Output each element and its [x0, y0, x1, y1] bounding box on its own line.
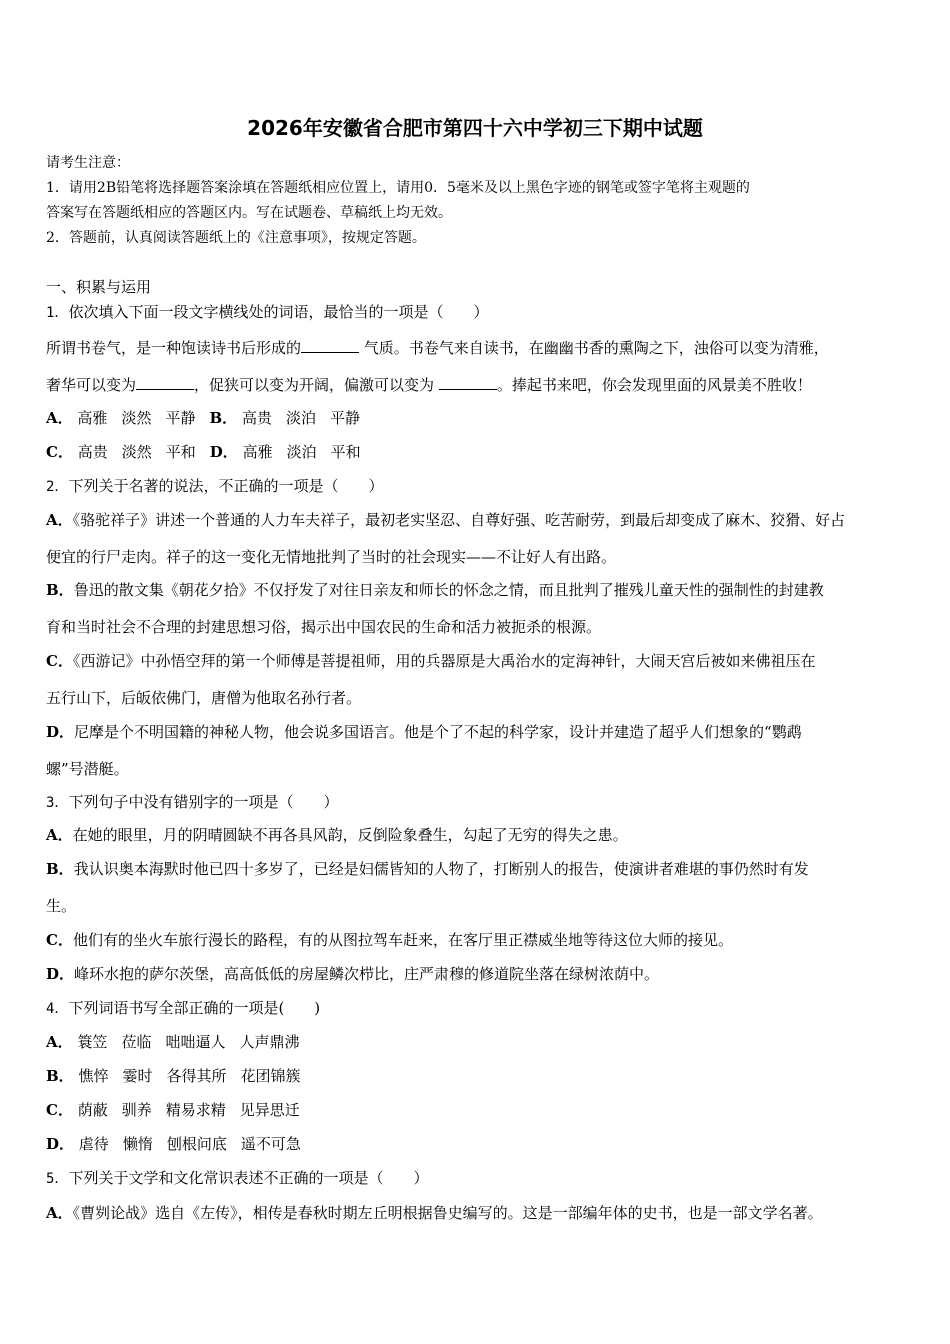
question-number: 3． [46, 795, 69, 811]
option-label: A． [46, 409, 73, 427]
option-word: 淡然 [121, 443, 152, 461]
page-title: 2026年安徽省合肥市第四十六中学初三下期中试题 [247, 116, 703, 140]
q2-option-a-cont: 便宜的行尸走肉。祥子的这一变化无情地批判了当时的社会现实——不让好人有出路。 [46, 548, 617, 566]
passage-text: ，促狭可以变为开阔，偏激可以变为 [194, 376, 435, 394]
answer-blank-2[interactable] [136, 375, 194, 390]
option-text: 鲁迅的散文集《朝花夕拾》不仅抒发了对往日亲友和师长的怀念之情，而且批判了摧残儿童天性的强制性的封建教 [73, 581, 824, 599]
option-text: 《曹刿论战》选自《左传》，相传是春秋时期左丘明根据鲁史编写的。这是一部编年体的史书，也是一部文学名著。 [72, 1204, 823, 1222]
option-word: 刨根问底 [166, 1135, 227, 1153]
option-word: 懒惰 [122, 1135, 153, 1153]
option-word: 花团锦簇 [240, 1067, 301, 1085]
option-label: D． [46, 965, 75, 983]
q3-option-c [46, 930, 733, 950]
option-word: 荫蔽 [77, 1101, 108, 1119]
passage-text: 。捧起书来吧，你会发现里面的风景美不胜收！ [496, 376, 812, 394]
option-word: 高贵 [241, 409, 272, 427]
option-label: A． [46, 826, 73, 844]
option-word: 人声鼎沸 [239, 1033, 300, 1051]
question-stem: 下列句子中没有错别字的一项是（ ） [68, 793, 339, 811]
question-number: 2． [46, 479, 69, 495]
q2-option-d-cont: 螺”号潜艇。 [46, 760, 129, 778]
option-word: 精易求精 [165, 1101, 226, 1119]
option-label: B． [46, 860, 74, 878]
question-stem: 下列关于名著的说法，不正确的一项是（ ） [68, 477, 384, 495]
option-label: D． [209, 443, 238, 461]
option-word: 平和 [330, 443, 361, 461]
q1-options-cd [46, 442, 375, 462]
q2-option-d [46, 722, 802, 742]
option-word: 憔悴 [78, 1067, 109, 1085]
option-word: 见异思迁 [239, 1101, 300, 1119]
option-text: 他们有的坐火车旅行漫长的路程，有的从图拉驾车赶来，在客厅里正襟威坐地等待这位大师的接见。 [72, 931, 733, 949]
option-label: A． [46, 1033, 73, 1051]
passage-text: 奢华可以变为 [46, 376, 137, 394]
answer-blank-3[interactable] [439, 375, 497, 390]
q4-option-c [46, 1100, 314, 1120]
answer-blank-1[interactable] [301, 338, 359, 353]
option-word: 霎时 [122, 1067, 153, 1085]
option-text: 《骆驼祥子》讲述一个普通的人力车夫祥子，最初老实坚忍、自尊好强、吃苦耐劳，到最后却变成了麻木、狡猾、好占 [72, 511, 846, 529]
notice-item-1-cont: 答案写在答题纸相应的答题区内。写在试题卷、草稿纸上均无效。 [46, 205, 452, 221]
option-word: 咄咄逼人 [165, 1033, 226, 1051]
q1-options-ab [46, 408, 374, 428]
question-stem: 依次填入下面一段文字横线处的词语，最恰当的一项是（ ） [68, 303, 489, 321]
option-word: 高贵 [77, 443, 108, 461]
option-text: 在她的眼里，月的阴晴圆缺不再各具风韵，反倒险象叠生，勾起了无穷的得失之患。 [72, 826, 628, 844]
option-text: 尼摩是个不明国籍的神秘人物，他会说多国语言。他是个了不起的科学家，设计并建造了超乎人们想象的“鹦鹉 [74, 723, 802, 741]
q2-option-a [46, 510, 845, 530]
option-word: 簑笠 [77, 1033, 108, 1051]
question-number: 4． [46, 1001, 69, 1017]
question-1 [46, 302, 488, 323]
q5-option-a [46, 1203, 823, 1223]
q1-passage-line-2 [46, 375, 812, 395]
notice-item-1: 1．请用2B铅笔将选择题答案涂填在答题纸相应位置上，请用0．5毫米及以上黑色字迹的钢笔或签字笔将主观题的 [46, 180, 750, 196]
q4-option-d [46, 1134, 315, 1154]
option-label: C． [46, 443, 73, 461]
question-3 [46, 792, 338, 813]
option-text: 《西游记》中孙悟空拜的第一个师傅是菩提祖师，用的兵器原是大禹治水的定海神针，大闹天宫后被如来佛祖压在 [72, 652, 816, 670]
option-word: 平和 [165, 443, 196, 461]
q3-option-b-cont: 生。 [46, 897, 77, 915]
question-2 [46, 476, 383, 497]
question-4 [46, 998, 320, 1019]
option-word: 虐待 [78, 1135, 109, 1153]
q2-option-b-cont: 育和当时社会不合理的封建思想习俗，揭示出中国农民的生命和活力被扼杀的根源。 [46, 618, 602, 636]
passage-text: 气质。书卷气来自读书，在幽幽书香的熏陶之下，浊俗可以变为清雅， [363, 339, 829, 357]
q1-passage-line-1 [46, 338, 829, 358]
q2-option-b [46, 580, 824, 600]
option-word: 平静 [165, 409, 196, 427]
option-label: C． [46, 931, 73, 949]
question-stem: 下列词语书写全部正确的一项是( ) [68, 999, 321, 1017]
option-text: 峰环水抱的萨尔茨堡，高高低低的房屋鳞次栉比，庄严肃穆的修道院坐落在绿树浓荫中。 [74, 965, 660, 983]
option-word: 高雅 [242, 443, 273, 461]
option-text: 我认识奥本海默时他已四十多岁了，已经是妇儒皆知的人物了，打断别人的报告，使演讲者难堪的事仍然时有发 [73, 860, 809, 878]
q3-option-d [46, 964, 659, 984]
notice-heading: 请考生注意： [46, 155, 130, 171]
q4-option-a [46, 1032, 313, 1052]
option-label: B． [46, 581, 74, 599]
option-label: A． [46, 1204, 73, 1222]
option-word: 淡泊 [285, 409, 316, 427]
option-word: 各得其所 [166, 1067, 227, 1085]
option-label: C． [46, 652, 73, 670]
option-label: C． [46, 1101, 73, 1119]
question-number: 5． [46, 1171, 69, 1187]
option-label: D． [46, 1135, 75, 1153]
passage-text: 所谓书卷气，是一种饱读诗书后形成的 [46, 339, 302, 357]
q3-option-a [46, 825, 628, 845]
question-stem: 下列关于文学和文化常识表述不正确的一项是（ ） [68, 1169, 429, 1187]
question-5 [46, 1168, 428, 1189]
q3-option-b [46, 859, 809, 879]
option-word: 驯养 [121, 1101, 152, 1119]
notice-item-2: 2．答题前，认真阅读答题纸上的《注意事项》，按规定答题。 [46, 230, 426, 246]
option-label: D． [46, 723, 75, 741]
section-heading: 一、积累与运用 [46, 278, 152, 296]
option-word: 莅临 [121, 1033, 152, 1051]
q2-option-c-cont: 五行山下，后皈依佛门，唐僧为他取名孙行者。 [46, 689, 362, 707]
option-label: A． [46, 511, 73, 529]
option-word: 平静 [329, 409, 360, 427]
option-word: 高雅 [77, 409, 108, 427]
option-word: 遥不可急 [240, 1135, 301, 1153]
question-number: 1． [46, 305, 69, 321]
option-word: 淡然 [121, 409, 152, 427]
q2-option-c [46, 651, 815, 671]
option-label: B． [46, 1067, 74, 1085]
q4-option-b [46, 1066, 315, 1086]
option-word: 淡泊 [286, 443, 317, 461]
option-label: B． [209, 409, 238, 427]
